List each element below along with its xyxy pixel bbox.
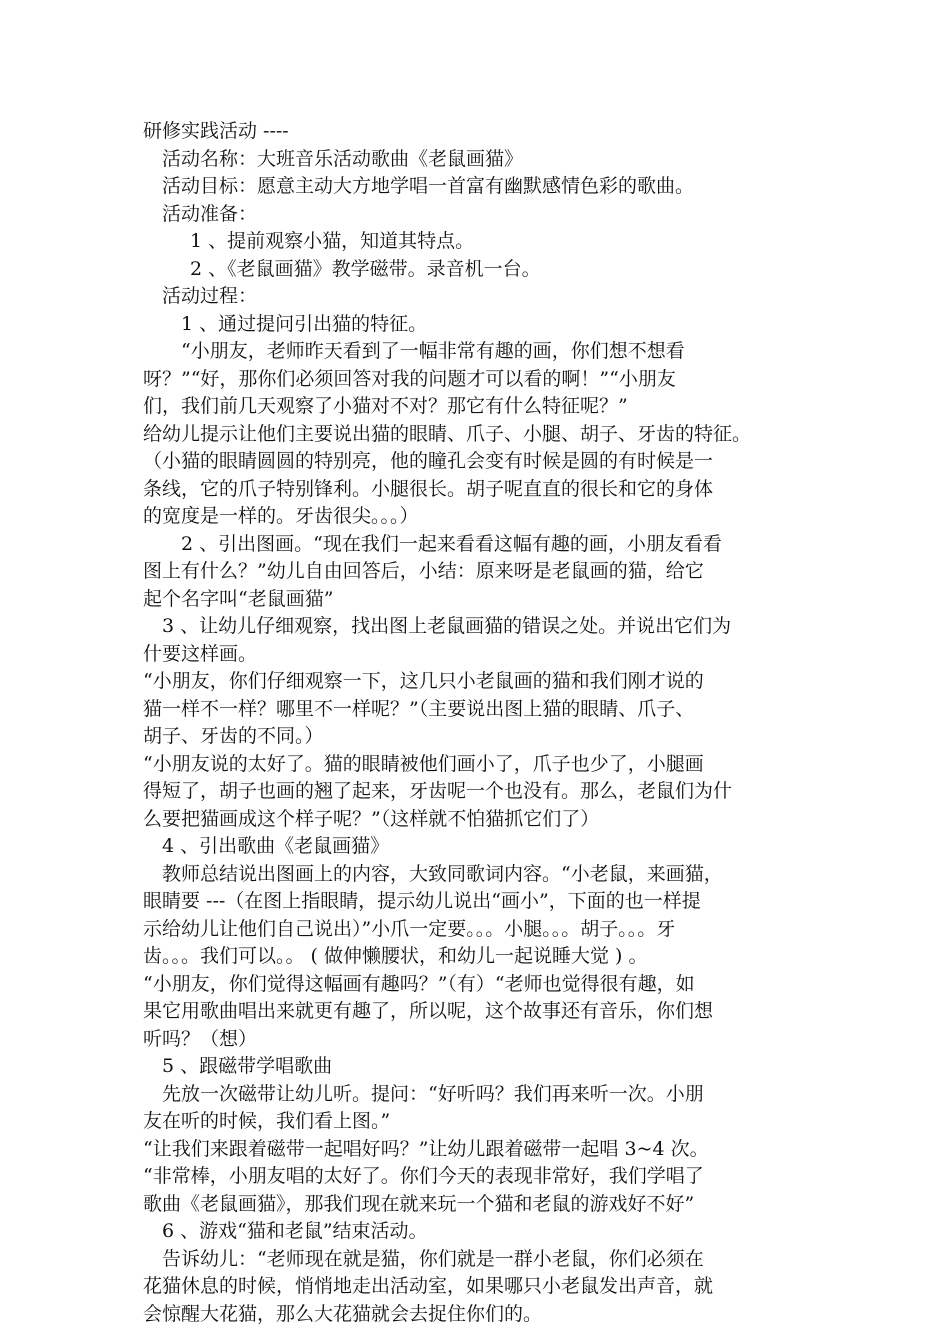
text-line: 告诉幼儿：“老师现在就是猫，你们就是一群小老鼠，你们必须在: [162, 1247, 704, 1270]
text-line: “小朋友，老师昨天看到了一幅非常有趣的画，你们想不想看: [181, 340, 685, 362]
text-line: 5 、跟磁带学唱歌曲: [162, 1055, 333, 1077]
text-line: 研修实践活动 ----: [143, 120, 289, 142]
text-line: 活动目标：愿意主动大方地学唱一首富有幽默感情色彩的歌曲。: [162, 175, 695, 197]
text-line: “非常棒，小朋友唱的太好了。你们今天的表现非常好，我们学唱了: [143, 1165, 704, 1187]
text-line: （小猫的眼睛圆圆的特别亮，他的瞳孔会变有时候是圆的有时候是一: [143, 450, 714, 472]
text-line: 教师总结说出图画上的内容，大致同歌词内容。“小老鼠，来画猫，: [162, 862, 723, 885]
text-line: 会惊醒大花猫，那么大花猫就会去捉住你们的。: [143, 1302, 543, 1325]
text-line: 么要把猫画成这个样子呢？”（这样就不怕猫抓它们了）: [143, 807, 600, 830]
text-line: 1 、提前观察小猫，知道其特点。: [190, 230, 475, 252]
text-line: 得短了，胡子也画的翘了起来，牙齿呢一个也没有。那么，老鼠们为什: [143, 780, 733, 802]
text-line: 什要这样画。: [143, 642, 258, 665]
text-line: 齿。。。我们可以。。 ( 做伸懒腰状，和幼儿一起说睡大觉 ) 。: [143, 945, 648, 967]
text-line: “让我们来跟着磁带一起唱好吗？”让幼儿跟着磁带一起唱 3~4 次。: [143, 1137, 709, 1160]
text-line: 花猫休息的时候，悄悄地走出活动室，如果哪只小老鼠发出声音，就: [143, 1275, 714, 1297]
text-line: 起个名字叫“老鼠画猫”: [143, 587, 334, 610]
text-line: 猫一样不一样？哪里不一样呢？”（主要说出图上猫的眼睛、爪子、: [143, 697, 695, 720]
text-line: 2 、《老鼠画猫》教学磁带。录音机一台。: [190, 257, 541, 280]
text-line: “小朋友，你们仔细观察一下，这几只小老鼠画的猫和我们刚才说的: [143, 670, 704, 692]
text-line: 4 、引出歌曲《老鼠画猫》: [162, 835, 390, 857]
text-line: 图上有什么？”幼儿自由回答后，小结：原来呀是老鼠画的猫，给它: [143, 560, 704, 582]
text-line: 眼睛要 ---（在图上指眼睛，提示幼儿说出“画小”，下面的也一样提: [143, 890, 701, 912]
text-line: 活动准备：: [162, 202, 258, 225]
text-line: 活动过程：: [162, 285, 258, 307]
text-line: 2 、引出图画。“现在我们一起来看看这幅有趣的画，小朋友看看: [181, 532, 722, 555]
text-line: “小朋友，你们觉得这幅画有趣吗？”（有）“老师也觉得很有趣，如: [143, 972, 695, 995]
text-line: 果它用歌曲唱出来就更有趣了，所以呢，这个故事还有音乐，你们想: [143, 1000, 714, 1022]
text-line: 听吗？（想）: [143, 1027, 258, 1050]
text-line: 先放一次磁带让幼儿听。提问：“好听吗？我们再来听一次。小朋: [162, 1082, 704, 1105]
text-line: 3 、让幼儿仔细观察，找出图上老鼠画猫的错误之处。并说出它们为: [162, 615, 732, 637]
text-line: 活动名称：大班音乐活动歌曲《老鼠画猫》: [162, 147, 524, 170]
text-line: 条线，它的爪子特别锋利。小腿很长。胡子呢直直的很长和它的身体: [143, 477, 714, 500]
text-line: 胡子、牙齿的不同。）: [143, 725, 324, 747]
text-line: 们，我们前几天观察了小猫对不对？那它有什么特征呢？”: [143, 395, 628, 417]
text-line: 6 、游戏“猫和老鼠”结束活动。: [162, 1220, 428, 1242]
text-line: 1 、通过提问引出猫的特征。: [181, 312, 428, 335]
document-body: [143, 118, 820, 1328]
text-line: 歌曲《老鼠画猫》，那我们现在就来玩一个猫和老鼠的游戏好不好”: [143, 1192, 695, 1215]
text-line: “小朋友说的太好了。猫的眼睛被他们画小了，爪子也少了，小腿画: [143, 752, 704, 775]
text-line: 示给幼儿让他们自己说出）”小爪一定要。。。小腿。。。胡子。。。牙: [143, 917, 676, 940]
text-line: 给幼儿提示让他们主要说出猫的眼睛、爪子、小腿、胡子、牙齿的特征。: [143, 422, 752, 445]
text-line: 呀？”“好，那你们必须回答对我的问题才可以看的啊！”“小朋友: [143, 367, 676, 390]
text-line: 的宽度是一样的。牙齿很尖。。。）: [143, 505, 419, 527]
text-line: 友在听的时候，我们看上图。”: [143, 1110, 391, 1132]
